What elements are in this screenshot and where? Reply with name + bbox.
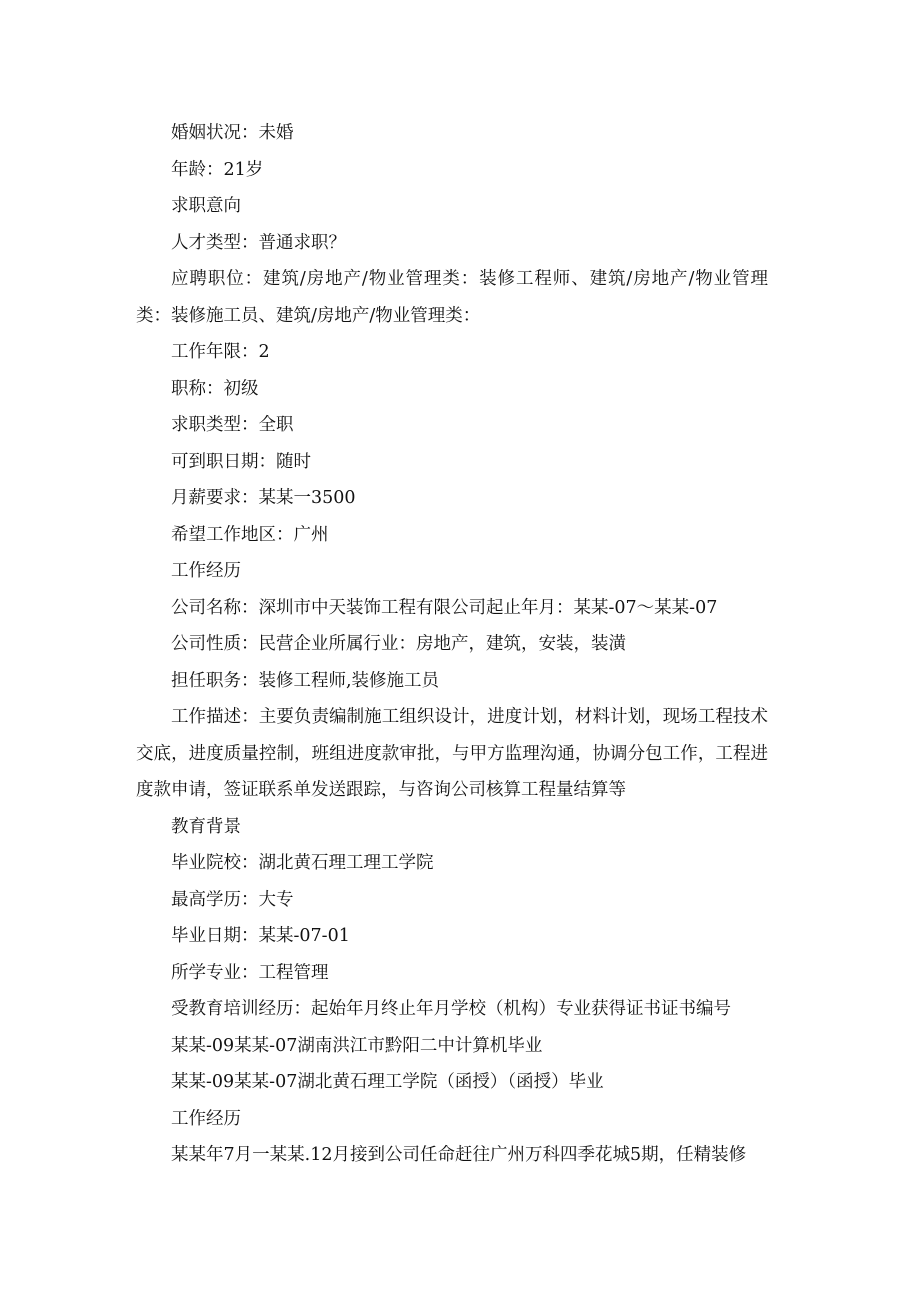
applied-position-paragraph: 应聘职位：建筑/房地产/物业管理类：装修工程师、建筑/房地产/物业管理类：装修施工员、建筑/房地产/物业管理类： <box>136 269 768 326</box>
salary-line: 月薪要求：某某一3500 <box>171 488 356 508</box>
company-nature-line: 公司性质：民营企业所属行业：房地产，建筑，安装，装潢 <box>171 634 626 654</box>
section-heading-education: 教育背景 <box>171 816 241 837</box>
title-line: 职称：初级 <box>171 378 259 399</box>
training-record-2: 某某-09某某-07湖北黄石理工学院（函授）（函授）毕业 <box>171 1072 604 1092</box>
major-line: 所学专业：工程管理 <box>171 962 329 983</box>
job-type-line: 求职类型：全职 <box>171 415 294 435</box>
resume-body <box>136 115 768 1174</box>
work-description-paragraph: 工作描述：主要负责编制施工组织设计，进度计划，材料计划，现场工程技术交底，进度质量控制，班组进度款审批，与甲方监理沟通，协调分包工作，工程进度款申请，签证联系单发送跟踪，与咨询公司核算工程量结算等 <box>136 707 768 800</box>
talent-type-line: 人才类型：普通求职？ <box>171 232 346 253</box>
work-years-line: 工作年限：2 <box>171 342 270 362</box>
training-record-1: 某某-09某某-07湖南洪江市黔阳二中计算机毕业 <box>171 1035 543 1056</box>
available-date-line: 可到职日期：随时 <box>171 451 311 472</box>
section-heading-work-experience-2: 工作经历 <box>171 1108 241 1129</box>
work-region-line: 希望工作地区：广州 <box>171 524 329 545</box>
degree-line: 最高学历：大专 <box>171 889 294 910</box>
marital-status-line: 婚姻状况：未婚 <box>171 123 294 143</box>
graduation-date-line: 毕业日期：某某-07-01 <box>171 926 350 946</box>
section-heading-job-intention: 求职意向 <box>171 196 241 216</box>
company-name-line: 公司名称：深圳市中天装饰工程有限公司起止年月：某某-07～某某-07 <box>171 597 718 618</box>
position-held-line: 担任职务：装修工程师,装修施工员 <box>171 670 440 691</box>
training-header-line: 受教育培训经历：起始年月终止年月学校（机构）专业获得证书证书编号 <box>171 999 731 1019</box>
work-history-line: 某某年7月一某某.12月接到公司任命赶往广州万科四季花城5期，任精装修 <box>171 1145 747 1165</box>
age-line: 年龄：21岁 <box>171 159 264 180</box>
section-heading-work-experience: 工作经历 <box>171 561 241 581</box>
school-line: 毕业院校：湖北黄石理工理工学院 <box>171 853 434 873</box>
